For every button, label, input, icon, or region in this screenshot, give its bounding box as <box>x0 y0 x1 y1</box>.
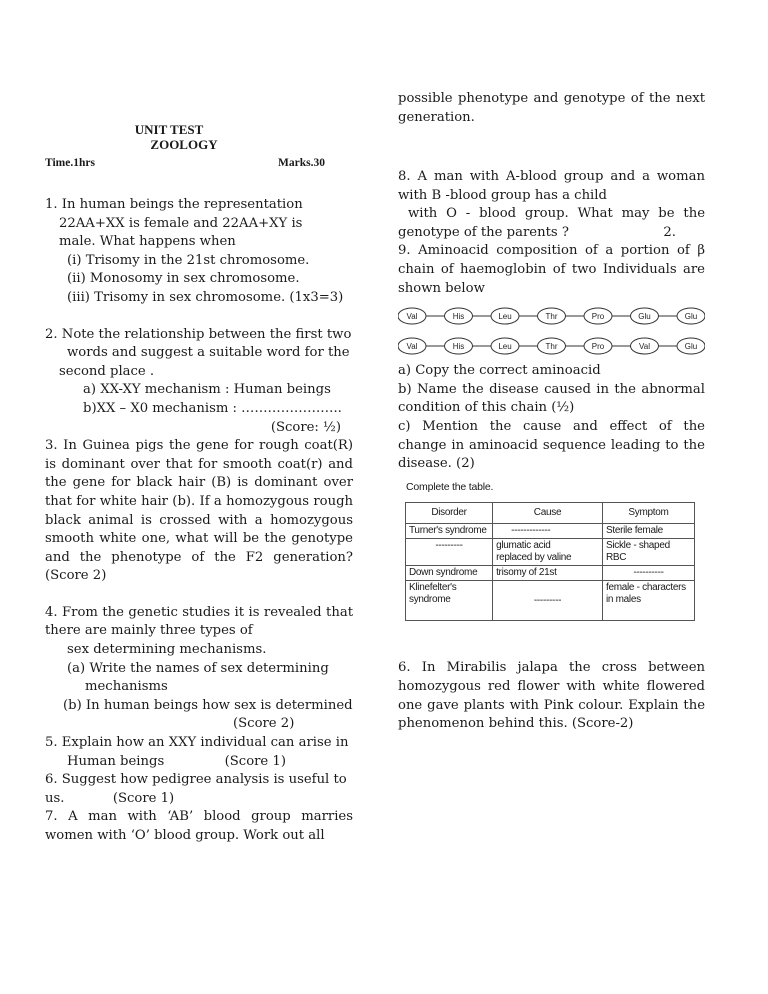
chain2-residue-label: Val <box>639 342 650 352</box>
q4-part-a: (a) Write the names of sex determining <box>67 660 329 676</box>
table-cell: Klinefelter's syndrome <box>406 581 493 621</box>
q6a-line: 6. Suggest how pedigree analysis is useful to us. <box>45 772 347 806</box>
test-meta <box>45 156 353 170</box>
table-cell: --------- <box>493 581 603 621</box>
chain2-residue-label: Glu <box>684 342 698 352</box>
chain1-residue-label: Glu <box>684 312 698 322</box>
test-title: UNIT TEST <box>134 122 204 137</box>
table-caption: Complete the table. <box>406 480 494 493</box>
q2-line: words and suggest a suitable word for the <box>67 345 350 361</box>
q5-line <box>45 753 353 772</box>
chain1-residue-label: His <box>452 312 465 322</box>
table-cell: Sickle - shaped RBC <box>602 539 694 566</box>
q2-score: (Score: ½) <box>270 419 341 435</box>
q2-part-a: a) XX-XY mechanism : Human beings <box>83 382 331 398</box>
q8-line <box>398 205 705 242</box>
table-header: Symptom <box>602 503 694 524</box>
amino-chain-2-diagram <box>398 332 705 360</box>
amino-chain-2 <box>398 332 705 360</box>
question-2 <box>45 326 353 438</box>
question-1 <box>45 196 353 308</box>
q8-line: 8. A man with A-blood group and a woman with B -blood group has a child <box>398 169 705 203</box>
q5-line-text: Human beings <box>67 753 165 769</box>
q2-part-b: b)XX – X0 mechanism : ………………….. <box>83 400 342 416</box>
q6a-score: (Score 1) <box>112 790 175 806</box>
q9-part-c: c) Mention the cause and effect of the change in aminoacid sequence leading to the disease. (2) <box>398 418 705 472</box>
q1-line: male. What happens when <box>59 234 236 250</box>
table-cell: female - characters in males <box>602 581 694 621</box>
table-cell: Down syndrome <box>406 566 493 581</box>
q9-text: 9. Aminoacid composition of a portion of β chain of haemoglobin of two Individuals are shown below <box>398 243 705 296</box>
chain2-residue-label: Pro <box>591 342 605 352</box>
q6b-text: 6. In Mirabilis jalapa the cross between homozygous red flower with white flowered one gave plants with Pink colour. Explain the phenomenon behind this. (Score-2) <box>398 660 705 732</box>
q4-score: (Score 2) <box>233 716 295 732</box>
q9-part-a: a) Copy the correct aminoacid <box>398 363 601 379</box>
chain1-residue-label: Thr <box>545 312 558 322</box>
q2-line: 2. Note the relationship between the first two <box>45 326 352 342</box>
q1-line: 1. In human beings the representation <box>45 197 303 212</box>
disorder-table <box>405 502 695 621</box>
q9-part-b: b) Name the disease caused in the abnormal condition of this chain (½) <box>398 381 705 416</box>
time-label: Time.1hrs <box>45 157 95 169</box>
chain1-residue-label: Val <box>406 312 418 322</box>
table-cell: --------- <box>406 539 493 566</box>
left-column <box>45 122 353 846</box>
table-cell: Turner's syndrome <box>406 524 493 539</box>
chain2-residue-label: Thr <box>545 342 558 352</box>
q2-line: second place . <box>59 363 155 379</box>
chain2-residue-label: Val <box>406 342 418 352</box>
question-4 <box>45 604 353 734</box>
table-row <box>406 524 695 539</box>
marks-label: Marks.30 <box>278 157 325 169</box>
q1-part-iii: (iii) Trisomy in sex chromosome. (1x3=3) <box>67 289 344 305</box>
chain2-residue-label: Leu <box>498 342 512 352</box>
chain1-residue-label: Glu <box>638 312 651 322</box>
chain1-residue-label: Leu <box>498 312 512 322</box>
chain2-residue-label: His <box>452 342 465 352</box>
q5-line: 5. Explain how an XXY individual can arise in <box>45 735 349 751</box>
table-header: Cause <box>493 503 603 524</box>
q4-line: sex determining mechanisms. <box>67 642 267 658</box>
q4-part-b: (b) In human beings how sex is determined <box>63 697 353 713</box>
q3-text: 3. In Guinea pigs the gene for rough coat(R) is dominant over that for smooth coat(r) and the gene for black hair (B) is dominant over that for white hair (b). If a homozygous rough black animal is crossed with a homozygous smooth white one, what will be the genotype and the phenotype of the F2 generation? (Score 2) <box>45 438 353 584</box>
question-3 <box>45 437 353 586</box>
question-6b <box>398 659 705 733</box>
q8-score: 2. <box>663 224 676 240</box>
amino-chain-1-diagram <box>398 302 705 330</box>
question-9 <box>398 242 705 473</box>
q7-text-continued: possible phenotype and genotype of the next generation. <box>398 91 705 125</box>
q1-part-ii: (ii) Monosomy in sex chromosome. <box>67 271 300 287</box>
q5-score: (Score 1) <box>224 753 286 769</box>
q4-part-a-cont: mechanisms <box>85 679 168 695</box>
table-cell: ------------- <box>493 524 603 539</box>
table-cell: ---------- <box>602 566 694 581</box>
question-5 <box>45 734 353 771</box>
table-row <box>406 581 695 621</box>
table-cell: glumatic acid replaced by valine <box>493 539 603 566</box>
amino-chain-1 <box>398 302 705 330</box>
subject-title: ZOOLOGY <box>150 137 218 152</box>
table-cell: trisomy of 21st <box>493 566 603 581</box>
question-8 <box>398 168 705 242</box>
q6a-text <box>45 771 353 808</box>
right-column <box>398 148 705 734</box>
q1-part-i: (i) Trisomy in the 21st chromosome. <box>67 252 310 268</box>
q1-line: 22AA+XX is female and 22AA+XY is <box>59 215 303 231</box>
question-6a <box>45 771 353 808</box>
table-header-row <box>406 503 695 524</box>
q7-continuation <box>398 90 705 127</box>
q7-text: 7. A man with ‘AB’ blood group marries women with ‘O’ blood group. Work out all <box>45 809 353 843</box>
table-row <box>406 539 695 566</box>
q4-line: 4. From the genetic studies it is revealed that there are mainly three types of <box>45 604 353 639</box>
question-7 <box>45 808 353 845</box>
chain1-residue-label: Pro <box>591 312 605 322</box>
table-header: Disorder <box>406 503 493 524</box>
table-cell: Sterile female <box>602 524 694 539</box>
table-row <box>406 566 695 581</box>
q8-text: with O - blood group. What may be the genotype of the parents ? <box>398 206 705 240</box>
